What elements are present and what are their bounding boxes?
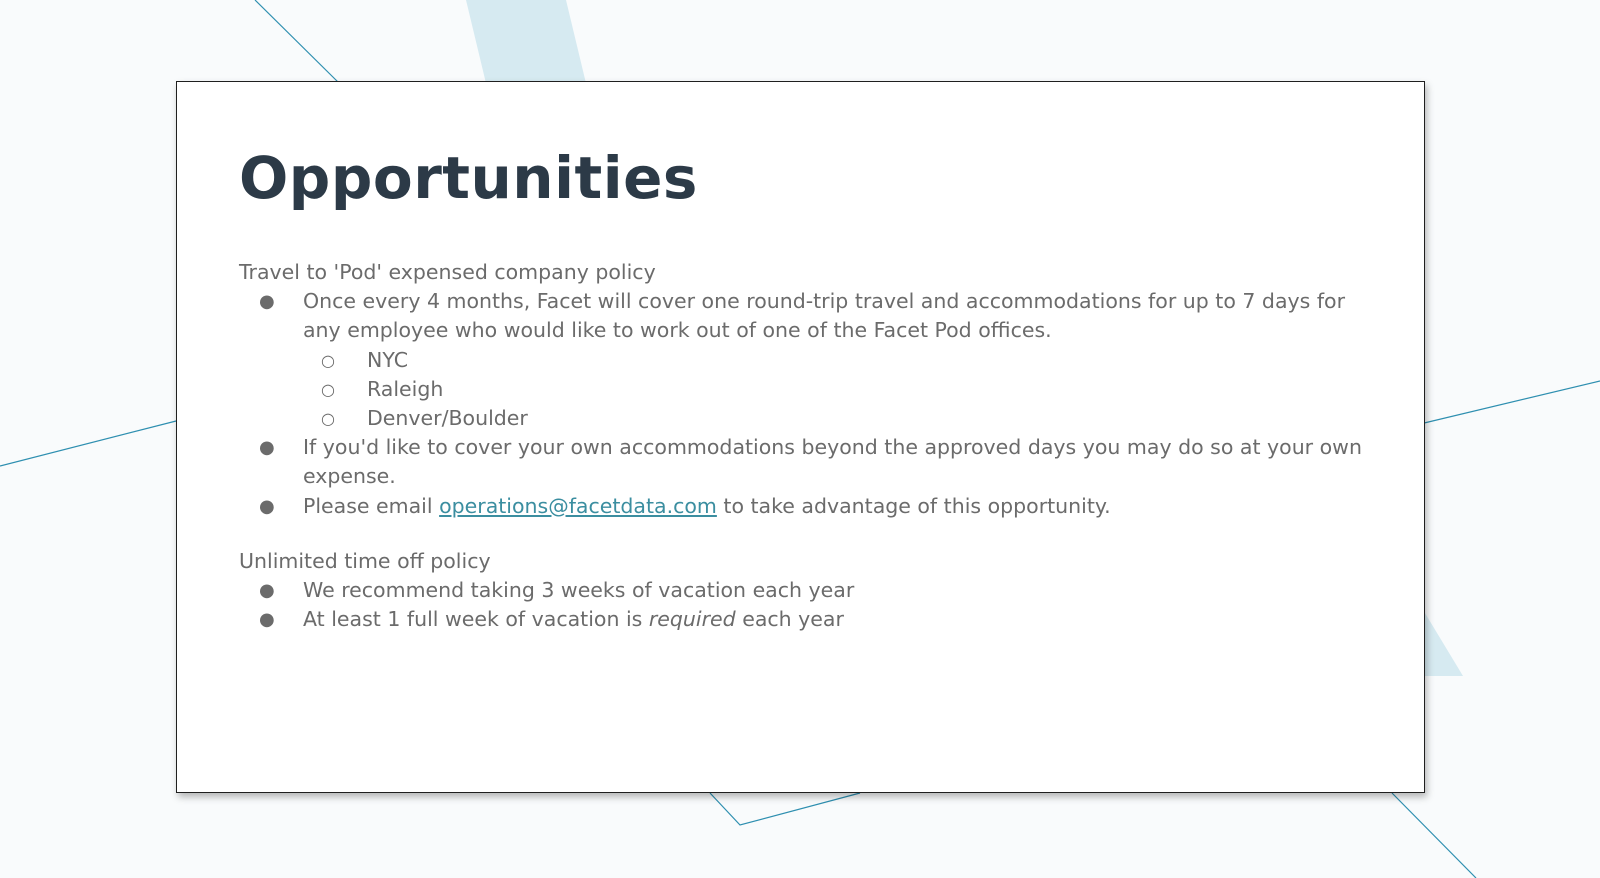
- slide-card: [176, 81, 1425, 793]
- emphasis-text: required: [648, 607, 736, 632]
- time-off-bullet-list: [239, 576, 1369, 634]
- list-item: [239, 605, 1369, 634]
- accent-line-bottom: [710, 793, 860, 825]
- filled-circle-bullet-icon: ●: [259, 437, 275, 459]
- hollow-circle-bullet-icon: ○: [321, 379, 335, 399]
- list-item-text-after: to take advantage of this opportunity.: [723, 493, 1111, 518]
- filled-circle-bullet-icon: ●: [259, 609, 275, 631]
- page-title: Opportunities: [239, 144, 698, 212]
- sub-list-item: [303, 346, 1369, 375]
- section-heading-time-off: Unlimited time off policy: [239, 548, 491, 573]
- travel-bullet-list: [239, 287, 1369, 521]
- section-spacer: [239, 521, 1369, 547]
- operations-email-link[interactable]: operations@facetdata.com: [439, 493, 717, 518]
- list-item: [239, 576, 1369, 605]
- list-item-text-before: Please email: [303, 493, 433, 518]
- list-item: [239, 287, 1369, 433]
- sub-list-item: [303, 404, 1369, 433]
- accent-line-bottom-right: [1392, 793, 1476, 878]
- list-item: [239, 492, 1369, 521]
- accent-line-left: [0, 420, 180, 466]
- filled-circle-bullet-icon: ●: [259, 580, 275, 602]
- list-item-text-after: each year: [742, 607, 844, 632]
- sub-list-item: [303, 375, 1369, 404]
- list-item-text: Once every 4 months, Facet will cover one round-trip travel and accommodations for up to 7 days for any employee who would like to work out of one of the Facet Pod offices.: [303, 289, 1346, 343]
- pod-office-list: [303, 346, 1369, 434]
- sub-list-item-text: NYC: [367, 347, 409, 372]
- sub-list-item-text: Raleigh: [367, 376, 444, 401]
- section-heading-travel: Travel to 'Pod' expensed company policy: [239, 260, 656, 284]
- sub-list-item-text: Denver/Boulder: [367, 406, 528, 431]
- filled-circle-bullet-icon: ●: [259, 291, 275, 313]
- slide-body: [239, 258, 1369, 634]
- list-item-text: We recommend taking 3 weeks of vacation each year: [303, 578, 855, 603]
- accent-line-right: [1420, 381, 1600, 424]
- list-item: [239, 433, 1369, 491]
- accent-line-top-left: [255, 0, 340, 84]
- hollow-circle-bullet-icon: ○: [321, 409, 335, 429]
- hollow-circle-bullet-icon: ○: [321, 350, 335, 370]
- list-item-text-before: At least 1 full week of vacation is: [303, 607, 643, 632]
- list-item-text: If you'd like to cover your own accommodations beyond the approved days you may do so at your own expense.: [303, 435, 1362, 489]
- filled-circle-bullet-icon: ●: [259, 495, 275, 517]
